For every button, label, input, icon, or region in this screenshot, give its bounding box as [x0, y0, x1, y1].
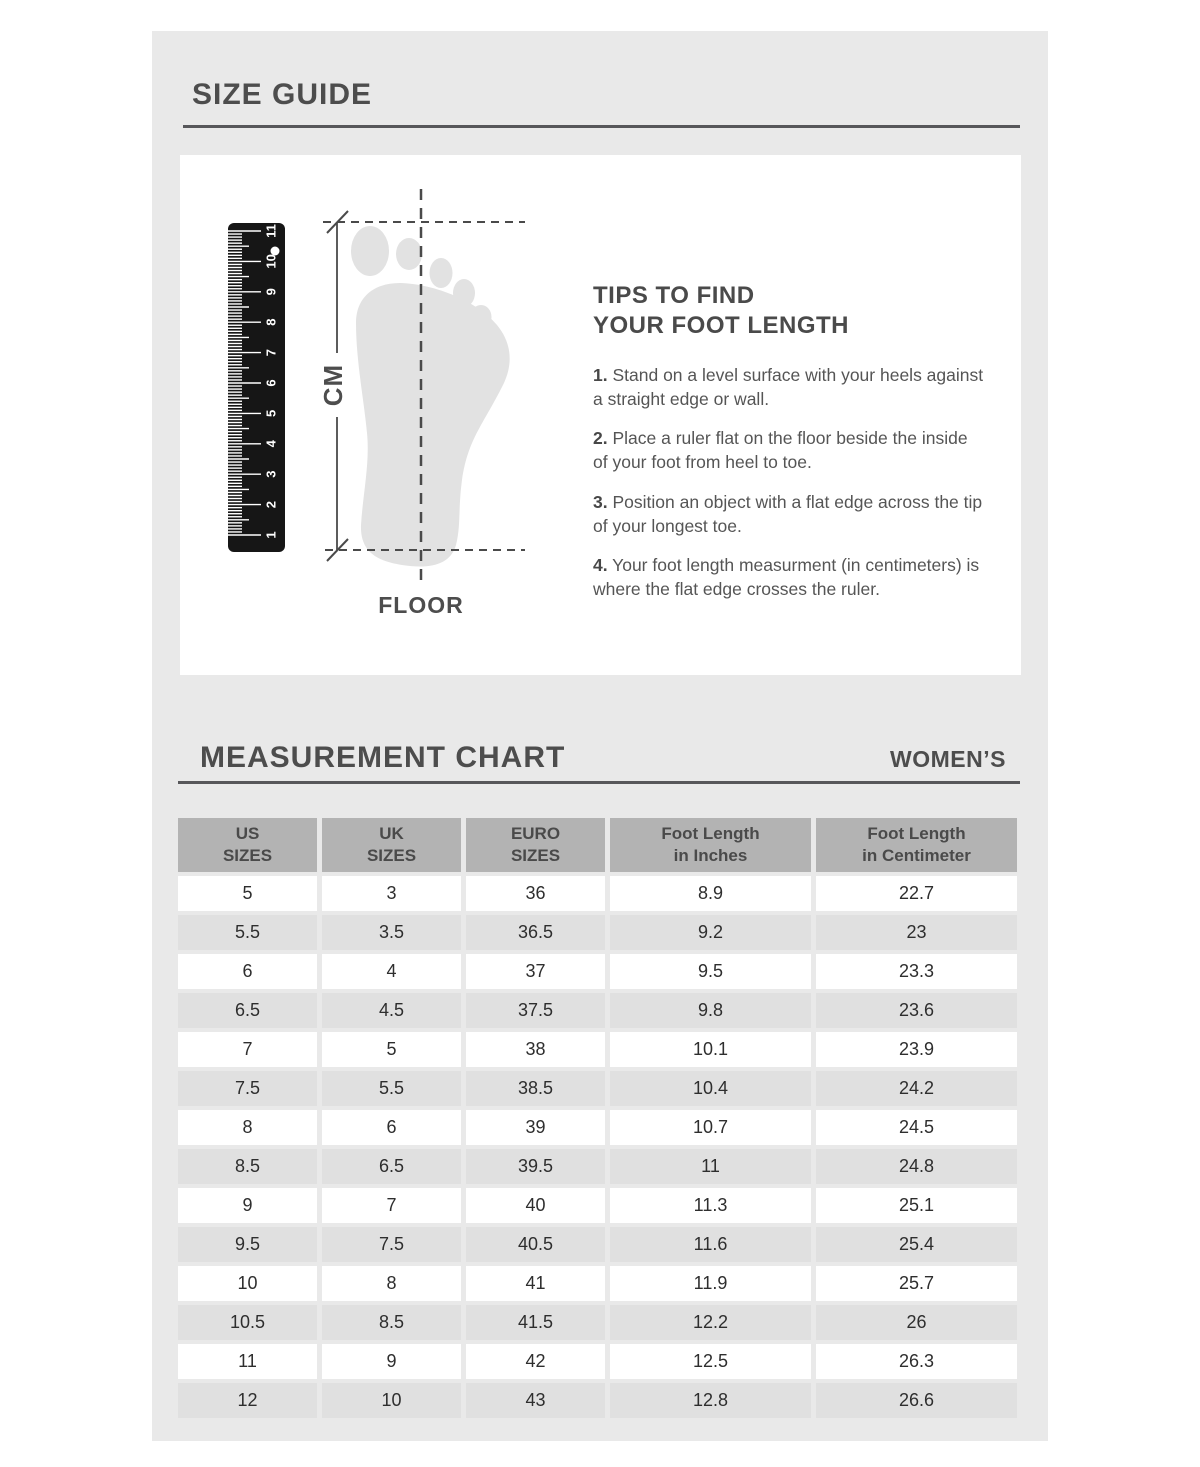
table-cell: 5 [322, 1032, 461, 1067]
table-cell: 38.5 [466, 1071, 605, 1106]
ruler-number: 2 [263, 500, 279, 509]
table-cell: 5.5 [178, 915, 317, 950]
gender-label: WOMEN’S [890, 746, 1006, 772]
table-cell: 3.5 [322, 915, 461, 950]
table-cell: 26.3 [816, 1344, 1017, 1379]
table-cell: 10 [178, 1266, 317, 1301]
tip-number: 2. [593, 428, 608, 449]
tip-text: Place a ruler flat on the floor beside the inside of your foot from heel to toe. [593, 428, 968, 473]
table-cell: 7 [322, 1188, 461, 1223]
table-cell: 6 [322, 1110, 461, 1145]
table-cell: 12 [178, 1383, 317, 1418]
measurement-chart-title: MEASUREMENT CHART [200, 741, 566, 774]
table-cell: 11.6 [610, 1227, 811, 1262]
table-cell: 23.6 [816, 993, 1017, 1028]
table-cell: 10 [322, 1383, 461, 1418]
ruler-number: 7 [263, 348, 279, 357]
table-cell: 36.5 [466, 915, 605, 950]
ruler-number: 5 [263, 409, 279, 418]
ruler-number: 3 [263, 470, 279, 478]
table-cell: 42 [466, 1344, 605, 1379]
table-cell: 11.3 [610, 1188, 811, 1223]
size-conversion-table [178, 818, 1020, 1418]
table-cell: 6.5 [322, 1149, 461, 1184]
table-cell: 38 [466, 1032, 605, 1067]
table-cell: 43 [466, 1383, 605, 1418]
chart-divider [178, 781, 1020, 784]
table-cell: 9.5 [610, 954, 811, 989]
table-cell: 24.5 [816, 1110, 1017, 1145]
table-cell: 22.7 [816, 876, 1017, 911]
ruler-number: 1 [263, 531, 279, 539]
table-cell: 11.9 [610, 1266, 811, 1301]
ruler-number: 10 [263, 254, 279, 269]
table-cell: 25.4 [816, 1227, 1017, 1262]
table-cell: 25.1 [816, 1188, 1017, 1223]
table-cell: 23.3 [816, 954, 1017, 989]
tip-number: 4. [593, 554, 608, 575]
table-cell: 9.5 [178, 1227, 317, 1262]
table-cell: 8.5 [178, 1149, 317, 1184]
table-cell: 9.2 [610, 915, 811, 950]
header-line: in Centimeter [862, 846, 971, 865]
table-cell: 7.5 [178, 1071, 317, 1106]
tips-heading [593, 281, 985, 341]
table-cell: 8 [178, 1110, 317, 1145]
tip-text: Your foot length measurment (in centimeters) is where the flat edge crosses the ruler. [593, 554, 980, 599]
header-line: EURO [510, 823, 561, 843]
table-cell: 7 [178, 1032, 317, 1067]
tip-item [593, 426, 985, 474]
table-cell: 7.5 [322, 1227, 461, 1262]
measurement-chart-header [200, 741, 1006, 775]
tip-item [593, 490, 985, 538]
ruler-number: 4 [263, 440, 279, 448]
table-cell: 12.5 [610, 1344, 811, 1379]
table-cell: 9 [322, 1344, 461, 1379]
table-cell: 12.8 [610, 1383, 811, 1418]
table-cell: 10.7 [610, 1110, 811, 1145]
table-cell: 3 [322, 876, 461, 911]
header-line: in Inches [673, 846, 748, 865]
table-cell: 10.5 [178, 1305, 317, 1340]
table-cell: 37.5 [466, 993, 605, 1028]
table-cell: 9 [178, 1188, 317, 1223]
table-cell: 5.5 [322, 1071, 461, 1106]
table-cell: 8.9 [610, 876, 811, 911]
ruler-hole [271, 247, 280, 256]
table-cell: 26 [816, 1305, 1017, 1340]
header-line: Foot Length [661, 823, 760, 843]
page-title: SIZE GUIDE [192, 78, 373, 111]
table-cell: 40 [466, 1188, 605, 1223]
table-cell: 41 [466, 1266, 605, 1301]
header-line: SIZES [222, 846, 273, 865]
tip-item [593, 553, 985, 601]
table-cell: 36 [466, 876, 605, 911]
title-divider [183, 125, 1020, 128]
table-cell: 5 [178, 876, 317, 911]
cm-unit-label: CM [317, 363, 348, 407]
table-cell: 39.5 [466, 1149, 605, 1184]
table-cell: 40.5 [466, 1227, 605, 1262]
tip-item [593, 363, 985, 411]
column-header-foot-length-centimeter [816, 818, 1017, 872]
table-cell: 26.6 [816, 1383, 1017, 1418]
foot-diagram-panel [180, 155, 1021, 675]
tips-section [593, 281, 985, 616]
header-line: Foot Length [867, 823, 966, 843]
tip-number: 1. [593, 365, 608, 385]
column-header-euro-sizes [466, 818, 605, 872]
ruler-graphic [228, 223, 285, 552]
tip-text: Stand on a level surface with your heels against a straight edge or wall. [593, 365, 984, 410]
column-header-uk-sizes [322, 818, 461, 872]
tip-number: 3. [593, 491, 608, 512]
table-cell: 9.8 [610, 993, 811, 1028]
table-cell: 8 [322, 1266, 461, 1301]
table-cell: 12.2 [610, 1305, 811, 1340]
column-header-us-sizes [178, 818, 317, 872]
table-cell: 10.4 [610, 1071, 811, 1106]
table-cell: 24.8 [816, 1149, 1017, 1184]
table-cell: 24.2 [816, 1071, 1017, 1106]
header-line: SIZES [366, 846, 417, 865]
table-cell: 25.7 [816, 1266, 1017, 1301]
header-line: US [235, 823, 260, 843]
ruler-number: 8 [263, 318, 279, 326]
tip-text: Position an object with a flat edge across the tip of your longest toe. [593, 491, 983, 536]
floor-label: FLOOR [378, 592, 464, 618]
column-header-foot-length-inches [610, 818, 811, 872]
table-cell: 4 [322, 954, 461, 989]
table-cell: 8.5 [322, 1305, 461, 1340]
table-cell: 11 [178, 1344, 317, 1379]
foot-outline-graphic [351, 226, 510, 567]
tips-heading-line2: YOUR FOOT LENGTH [593, 312, 849, 339]
table-cell: 23 [816, 915, 1017, 950]
table-cell: 6.5 [178, 993, 317, 1028]
table-cell: 41.5 [466, 1305, 605, 1340]
size-guide-card [152, 31, 1048, 1441]
ruler-number: 9 [263, 288, 279, 296]
table-cell: 10.1 [610, 1032, 811, 1067]
table-cell: 37 [466, 954, 605, 989]
tips-heading-line1: TIPS TO FIND [593, 282, 755, 309]
table-cell: 4.5 [322, 993, 461, 1028]
table-cell: 11 [610, 1149, 811, 1184]
header-line: SIZES [510, 846, 561, 865]
ruler-number: 6 [263, 379, 279, 387]
tips-list [593, 363, 985, 601]
ruler-number: 11 [263, 224, 279, 238]
table-cell: 6 [178, 954, 317, 989]
header-line: UK [379, 823, 404, 843]
table-cell: 23.9 [816, 1032, 1017, 1067]
table-cell: 39 [466, 1110, 605, 1145]
